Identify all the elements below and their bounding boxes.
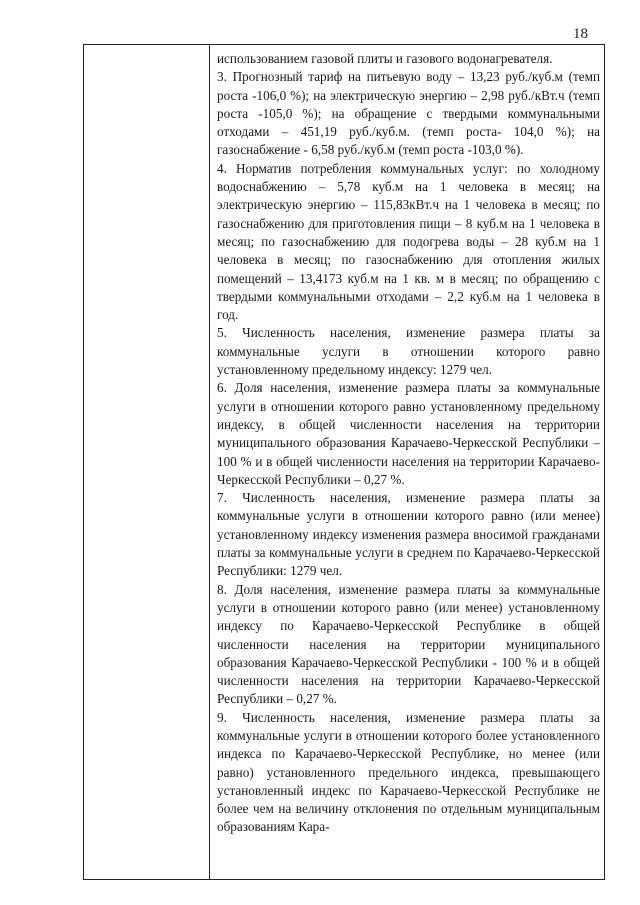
paragraph-item-5: 5. Численность населения, изменение размера платы за коммунальные услуги в отношении которого равно установленному предельному индексу: 1279 чел. (217, 325, 600, 378)
paragraph-item-6: 6. Доля населения, изменение размера платы за коммунальные услуги в отношении которого равно установленному предельному индексу, в общей численности населения на территории муниципального образования Карачаево-Черкесской Республики – 100 % и в общей численности населения на территории Карачаево-Черкесской Республики – 0,27 %. (217, 380, 600, 487)
paragraph-item-7: 7. Численность населения, изменение размера платы за коммунальные услуги в отношении которого равно (или менее) установленному индексу изменения размера вносимой гражданами платы за коммунальные услуги в среднем по Карачаево-Черкесской Республики: 1279 чел. (217, 490, 600, 579)
table-content-cell (217, 50, 600, 837)
paragraph-item-8: 8. Доля населения, изменение размера платы за коммунальные услуги в отношении которого равно (или менее) установленному индексу по Карачаево-Черкесской Республике в общей численности населения на территории муниципального образования Карачаево-Черкесской Республики - 100 % и в общей численности населения на территории Карачаево-Черкесской Республики – 0,27 %. (217, 581, 600, 707)
page-number: 18 (573, 26, 588, 42)
paragraph-item-9: 9. Численность населения, изменение размера платы за коммунальные услуги в отношении которого более установленного индекса по Карачаево-Черкесской Республике, но менее (или равно) установленного предельного индекса, превышающего установленный индекс по Карачаево-Черкесской Республике не более чем на величину отклонения по отдельным муниципальным образованиям Кара- (217, 709, 600, 835)
table-left-column (84, 45, 210, 879)
paragraph-continuation: использованием газовой плиты и газового водонагревателя. (217, 51, 553, 66)
document-table (83, 44, 605, 880)
paragraph-item-4: 4. Норматив потребления коммунальных услуг: по холодному водоснабжению – 5,78 куб.м на 1 человека в месяц; на электрическую энергию – 115,83кВт.ч на 1 человека в месяц; по газоснабжению для приготовления пищи – 8 куб.м на 1 человека в месяц; по газоснабжению для подогрева воды – 28 куб.м на 1 человека в месяц; по газоснабжению для отопления жилых помещений – 13,4173 куб.м на 1 кв. м в месяц; по обращению с твердыми коммунальными отходами – 2,2 куб.м на 1 человека в год. (217, 160, 600, 323)
paragraph-item-3: 3. Прогнозный тариф на питьевую воду – 13,23 руб./куб.м (темп роста -106,0 %); на электрическую энергию – 2,98 руб./кВт.ч (темп роста -105,0 %); на обращение с твердыми коммунальными отходами – 451,19 руб./куб.м. (темп роста- 104,0 %); на газоснабжение - 6,58 руб./куб.м (темп роста -103,0 %). (217, 69, 600, 158)
